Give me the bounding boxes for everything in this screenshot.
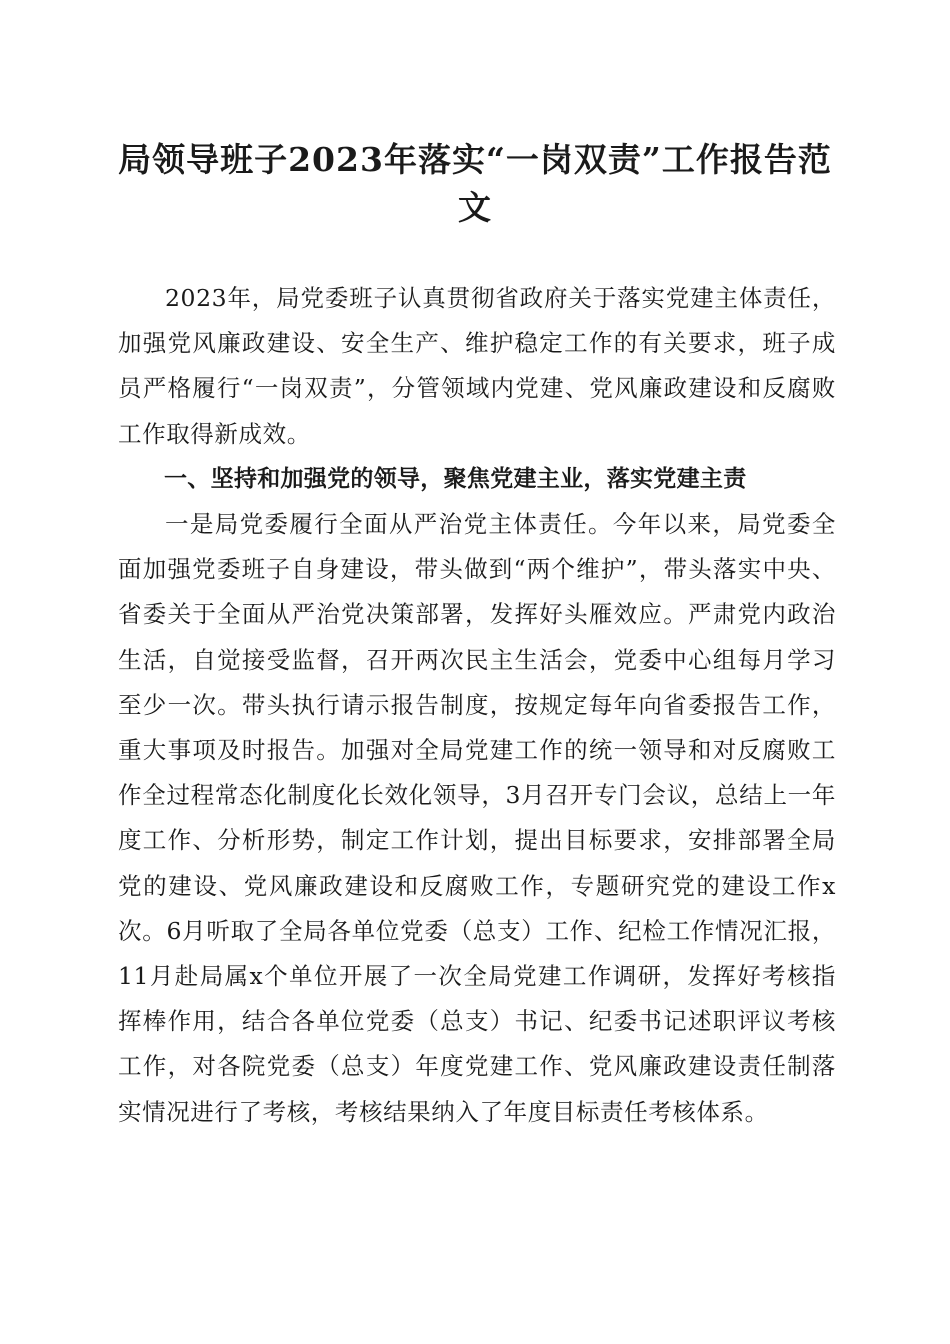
section-1-paragraph: 一是局党委履行全面从严治党主体责任。今年以来，局党委全面加强党委班子自身建设，带头做到“两个维护”，带头落实中央、省委关于全面从严治党决策部署，发挥好头雁效应。严肃党内政治生活，自觉接受监督，召开两次民主生活会，党委中心组每月学习至少一次。带头执行请示报告制度，按规定每年向省委报告工作，重大事项及时报告。加强对全局党建工作的统一领导和对反腐败工作全过程常态化制度化长效化领导，3月召开专门会议，总结上一年度工作、分析形势，制定工作计划，提出目标要求，安排部署全局党的建设、党风廉政建设和反腐败工作，专题研究党的建设工作x次。6月听取了全局各单位党委（总支）工作、纪检工作情况汇报，11月赴局属x个单位开展了一次全局党建工作调研，发挥好考核指挥棒作用，结合各单位党委（总支）书记、纪委书记述职评议考核工作，对各院党委（总支）年度党建工作、党风廉政建设责任制落实情况进行了考核，考核结果纳入了年度目标责任考核体系。 (118, 510, 836, 1126)
document-title: 局领导班子2023年落实“一岗双责”工作报告范文 (118, 140, 832, 227)
document-body (118, 276, 836, 1135)
intro-paragraph: 2023年，局党委班子认真贯彻省政府关于落实党建主体责任，加强党风廉政建设、安全生产、维护稳定工作的有关要求，班子成员严格履行“一岗双责”，分管领域内党建、党风廉政建设和反腐败工作取得新成效。 (118, 284, 836, 448)
section-heading-1: 一、坚持和加强党的领导，聚焦党建主业，落实党建主责 (164, 465, 747, 492)
